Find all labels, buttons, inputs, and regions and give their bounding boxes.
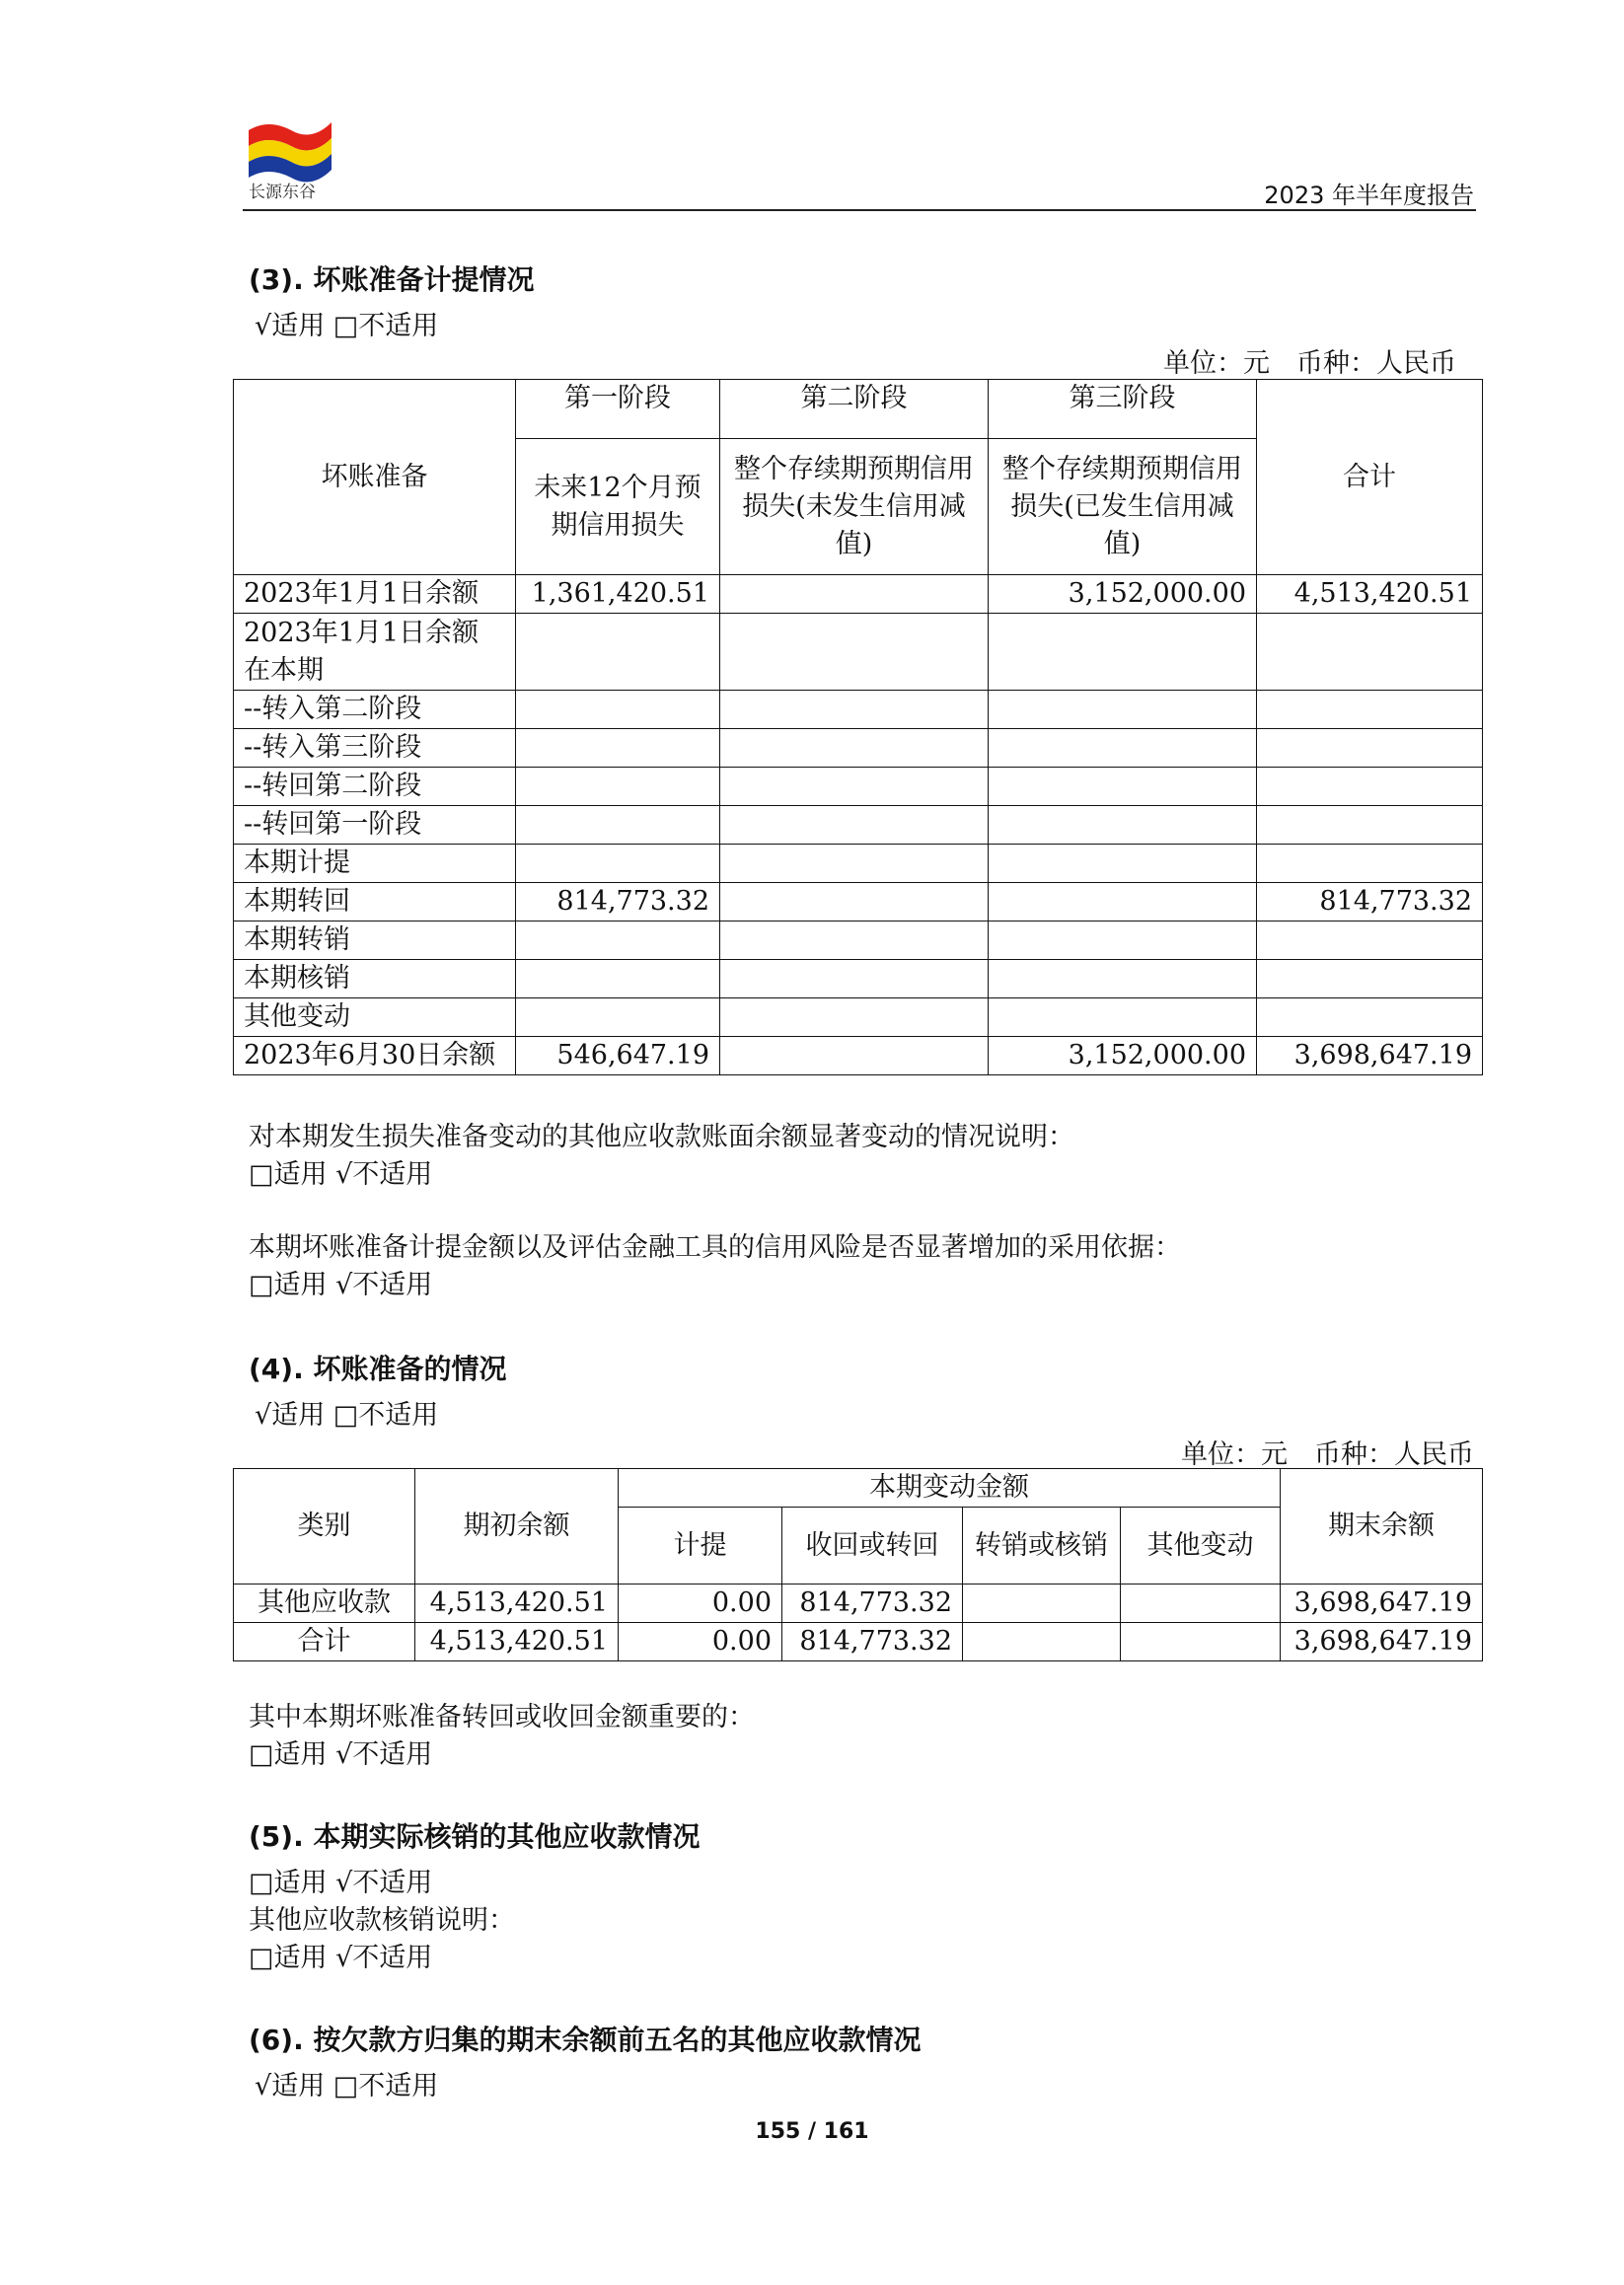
- cell-stage-1: [516, 806, 720, 845]
- cell-stage-1: 546,647.19: [516, 1037, 720, 1075]
- cell-total: [1257, 614, 1483, 691]
- row-label: 本期计提: [234, 845, 516, 883]
- cell-stage-2: [720, 614, 989, 691]
- cell-stage-3: [989, 614, 1257, 691]
- row-label: --转入第三阶段: [234, 729, 516, 768]
- cell-stage-3: [989, 960, 1257, 998]
- cell-total: [1257, 845, 1483, 883]
- table-row: [234, 883, 1483, 921]
- cell-stage-1: [516, 729, 720, 768]
- cell-stage-1: [516, 614, 720, 691]
- note-significant-recovery: 其中本期坏账准备转回或收回金额重要的：: [249, 1702, 755, 1732]
- header-stage-2: 第二阶段: [720, 380, 989, 439]
- cell-begin: 4,513,420.51: [415, 1585, 619, 1623]
- table-row: [234, 1623, 1483, 1661]
- section-4-applicable: √适用 □不适用: [255, 1400, 439, 1431]
- cell-total: [1257, 921, 1483, 960]
- cell-other: [1121, 1585, 1281, 1623]
- cell-total: [1257, 806, 1483, 845]
- row-label: 其他变动: [234, 998, 516, 1037]
- header-divider: [243, 209, 1476, 211]
- row-label: --转入第二阶段: [234, 691, 516, 729]
- cell-accrue: 0.00: [619, 1623, 782, 1661]
- note-writeoff: 其他应收款核销说明：: [249, 1905, 515, 1936]
- cell-end: 3,698,647.19: [1281, 1623, 1483, 1661]
- cell-stage-3: [989, 883, 1257, 921]
- allowance-stage-table: [233, 379, 1483, 1075]
- section-3-title: (3). 坏账准备计提情况: [249, 263, 535, 296]
- cell-total: [1257, 768, 1483, 806]
- cell-writeoff: [963, 1623, 1121, 1661]
- note-significant-recovery-applicable: □适用 √不适用: [249, 1739, 433, 1770]
- header-allowance: 坏账准备: [234, 380, 516, 575]
- cell-other: [1121, 1623, 1281, 1661]
- cell-stage-1: [516, 921, 720, 960]
- header-category: 类别: [234, 1469, 415, 1585]
- page-number: 155 / 161: [755, 2119, 869, 2144]
- allowance-summary-table: [233, 1468, 1483, 1661]
- cell-recover: 814,773.32: [782, 1623, 963, 1661]
- cell-stage-2: [720, 845, 989, 883]
- header-writeoff: 转销或核销: [963, 1508, 1121, 1585]
- cell-end: 3,698,647.19: [1281, 1585, 1483, 1623]
- note-balance-change-applicable: □适用 √不适用: [249, 1159, 433, 1190]
- header-stage-3: 第三阶段: [989, 380, 1257, 439]
- cell-stage-3: [989, 768, 1257, 806]
- cell-stage-3: [989, 729, 1257, 768]
- table-row: [234, 998, 1483, 1037]
- section-5-applicable: □适用 √不适用: [249, 1868, 433, 1898]
- row-label: --转回第二阶段: [234, 768, 516, 806]
- cell-stage-1: 814,773.32: [516, 883, 720, 921]
- cell-total: [1257, 998, 1483, 1037]
- row-label: 本期转销: [234, 921, 516, 960]
- note-balance-change: 对本期发生损失准备变动的其他应收款账面余额显著变动的情况说明：: [249, 1122, 1074, 1152]
- table-row: [234, 845, 1483, 883]
- cell-total: 4,513,420.51: [1257, 575, 1483, 614]
- header-recover: 收回或转回: [782, 1508, 963, 1585]
- table-row: [234, 768, 1483, 806]
- section-3-applicable: √适用 □不适用: [255, 311, 439, 341]
- header-stage-1-desc: 未来12个月预期信用损失: [516, 439, 720, 575]
- cell-total: [1257, 729, 1483, 768]
- cell-stage-1: 1,361,420.51: [516, 575, 720, 614]
- header-stage-3-desc: 整个存续期预期信用损失(已发生信用减值): [989, 439, 1257, 575]
- cell-stage-3: 3,152,000.00: [989, 575, 1257, 614]
- header-end-balance: 期末余额: [1281, 1469, 1483, 1585]
- cell-stage-3: [989, 921, 1257, 960]
- row-label: 2023年1月1日余额: [234, 575, 516, 614]
- cell-total: [1257, 691, 1483, 729]
- cell-stage-2: [720, 806, 989, 845]
- table-row: [234, 960, 1483, 998]
- header-change-amount: 本期变动金额: [619, 1469, 1281, 1508]
- header-other: 其他变动: [1121, 1508, 1281, 1585]
- cell-writeoff: [963, 1585, 1121, 1623]
- cell-total: 3,698,647.19: [1257, 1037, 1483, 1075]
- header-accrue: 计提: [619, 1508, 782, 1585]
- section-6-title: (6). 按欠款方归集的期末余额前五名的其他应收款情况: [249, 2024, 922, 2056]
- cell-stage-3: [989, 845, 1257, 883]
- cell-stage-1: [516, 998, 720, 1037]
- row-label: 2023年6月30日余额: [234, 1037, 516, 1075]
- cell-stage-2: [720, 998, 989, 1037]
- row-label: --转回第一阶段: [234, 806, 516, 845]
- cell-recover: 814,773.32: [782, 1585, 963, 1623]
- header-begin-balance: 期初余额: [415, 1469, 619, 1585]
- table-row: [234, 1037, 1483, 1075]
- cell-stage-2: [720, 921, 989, 960]
- cell-category: 合计: [234, 1623, 415, 1661]
- cell-total: [1257, 960, 1483, 998]
- section-6-applicable: √适用 □不适用: [255, 2071, 439, 2101]
- header-stage-2-desc: 整个存续期预期信用损失(未发生信用减值): [720, 439, 989, 575]
- table-row: [234, 575, 1483, 614]
- table-row: [234, 614, 1483, 691]
- section-5-title: (5). 本期实际核销的其他应收款情况: [249, 1820, 701, 1853]
- cell-stage-2: [720, 1037, 989, 1075]
- table-row: [234, 691, 1483, 729]
- section-4-unit: 单位：元 币种：人民币: [1181, 1439, 1474, 1470]
- cell-stage-3: [989, 806, 1257, 845]
- header-total: 合计: [1257, 380, 1483, 575]
- logo-text: 长源东谷: [249, 183, 316, 202]
- cell-stage-2: [720, 691, 989, 729]
- cell-begin: 4,513,420.51: [415, 1623, 619, 1661]
- section-3-unit: 单位：元 币种：人民币: [1163, 348, 1456, 379]
- note-basis: 本期坏账准备计提金额以及评估金融工具的信用风险是否显著增加的采用依据：: [249, 1232, 1181, 1263]
- cell-stage-1: [516, 960, 720, 998]
- cell-total: 814,773.32: [1257, 883, 1483, 921]
- table-row: [234, 729, 1483, 768]
- row-label: 本期核销: [234, 960, 516, 998]
- table-row: [234, 806, 1483, 845]
- cell-stage-1: [516, 845, 720, 883]
- cell-stage-1: [516, 768, 720, 806]
- cell-stage-2: [720, 883, 989, 921]
- header-stage-1: 第一阶段: [516, 380, 720, 439]
- cell-stage-2: [720, 960, 989, 998]
- report-title: 2023 年半年度报告: [1264, 182, 1474, 209]
- cell-stage-1: [516, 691, 720, 729]
- note-basis-applicable: □适用 √不适用: [249, 1270, 433, 1300]
- cell-stage-3: [989, 998, 1257, 1037]
- cell-stage-2: [720, 768, 989, 806]
- cell-stage-3: [989, 691, 1257, 729]
- cell-stage-2: [720, 575, 989, 614]
- cell-stage-3: 3,152,000.00: [989, 1037, 1257, 1075]
- section-4-title: (4). 坏账准备的情况: [249, 1353, 507, 1385]
- row-label: 2023年1月1日余额在本期: [234, 614, 516, 691]
- table-row: [234, 1585, 1483, 1623]
- cell-stage-2: [720, 729, 989, 768]
- row-label: 本期转回: [234, 883, 516, 921]
- table-row: [234, 921, 1483, 960]
- cell-accrue: 0.00: [619, 1585, 782, 1623]
- cell-category: 其他应收款: [234, 1585, 415, 1623]
- note-writeoff-applicable: □适用 √不适用: [249, 1943, 433, 1973]
